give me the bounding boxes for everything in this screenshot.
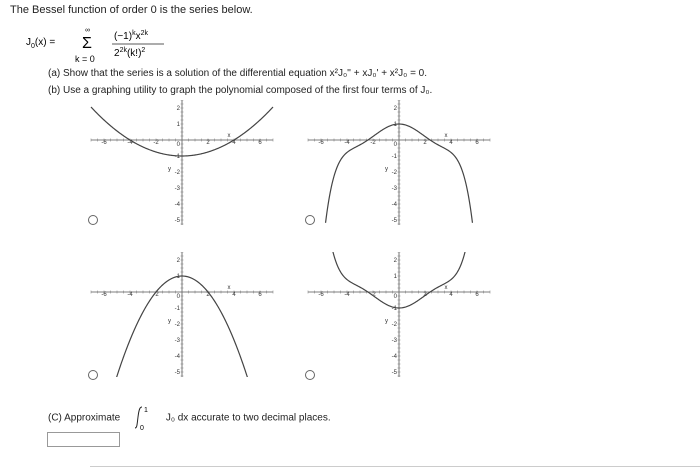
graph-option-d	[295, 252, 505, 377]
y-tick-label: -3	[391, 186, 397, 192]
formula-den-sup: 2k	[119, 47, 127, 54]
formula-num-x: x	[135, 31, 141, 42]
formula-num-sup-2k: 2k	[140, 30, 148, 37]
graph-option-c	[78, 252, 288, 377]
y-tick-label: 2	[176, 258, 180, 264]
formula-lhs-arg: (x) =	[34, 37, 56, 48]
x-tick-label: -6	[318, 140, 324, 146]
y-zero-label: 0	[176, 142, 180, 148]
x-tick-label: 6	[258, 292, 262, 298]
y-tick-label: -5	[174, 218, 180, 224]
formula-num-sup-k: k	[132, 30, 136, 37]
y-tick-label: -1	[174, 154, 180, 160]
x-axis-label: x	[444, 285, 448, 291]
integral-upper: 1	[144, 407, 148, 414]
x-tick-label: 4	[449, 292, 453, 298]
y-tick-label: 1	[176, 274, 180, 280]
y-tick-label: 2	[393, 258, 397, 264]
formula-numerator: (−1)	[114, 31, 133, 42]
x-tick-label: -4	[127, 292, 133, 298]
radio-option-b[interactable]	[305, 215, 315, 225]
x-tick-label: 6	[475, 140, 479, 146]
part-c-text: (C) Approximate	[48, 412, 121, 424]
y-tick-label: -1	[174, 306, 180, 312]
x-tick-label: -6	[101, 292, 107, 298]
y-tick-label: -3	[174, 338, 180, 344]
y-tick-label: -2	[174, 170, 180, 176]
x-tick-label: -2	[153, 292, 159, 298]
part-a-equation: x²J₀'' + xJ₀' + x²J₀ = 0.	[329, 68, 428, 79]
formula-den-rest: (k!)	[126, 48, 142, 59]
formula-lhs: J	[26, 37, 31, 48]
y-zero-label: 0	[176, 294, 180, 300]
y-zero-label: 0	[393, 294, 397, 300]
x-tick-label: 4	[449, 140, 453, 146]
y-tick-label: 1	[393, 122, 397, 128]
part-c-integrand: J₀ dx	[165, 412, 189, 424]
y-tick-label: -1	[391, 154, 397, 160]
x-tick-label: -2	[153, 140, 159, 146]
y-tick-label: -3	[174, 186, 180, 192]
intro-text: The Bessel function of order 0 is the series below.	[10, 4, 253, 16]
y-tick-label: -4	[174, 202, 180, 208]
y-tick-label: -4	[174, 354, 180, 360]
graph-option-a	[78, 100, 288, 225]
x-tick-label: 4	[232, 140, 236, 146]
part-b	[48, 85, 432, 96]
svg-text:22k(k!)2	[114, 47, 145, 59]
radio-option-a[interactable]	[88, 215, 98, 225]
x-axis-label: x	[227, 285, 231, 291]
y-tick-label: -2	[391, 322, 397, 328]
answer-input[interactable]	[47, 432, 120, 447]
graph-option-b	[295, 100, 505, 225]
y-tick-label: -4	[391, 202, 397, 208]
part-b-text: (b) Use a graphing utility to graph the polynomial composed of the first four terms of	[48, 85, 418, 96]
y-axis-label: y	[168, 166, 171, 173]
y-tick-label: -5	[391, 218, 397, 224]
x-tick-label: -4	[344, 140, 350, 146]
x-tick-label: -2	[370, 140, 376, 146]
x-tick-label: 6	[258, 140, 262, 146]
radio-option-c[interactable]	[88, 370, 98, 380]
x-tick-label: -4	[127, 140, 133, 146]
x-tick-label: 2	[423, 140, 427, 146]
y-tick-label: -2	[174, 322, 180, 328]
x-axis-label: x	[444, 133, 448, 139]
part-b-func: J₀.	[420, 85, 433, 96]
divider	[90, 466, 700, 467]
x-tick-label: -6	[318, 292, 324, 298]
radio-option-d[interactable]	[305, 370, 315, 380]
integral-lower: 0	[140, 425, 144, 431]
y-tick-label: -4	[391, 354, 397, 360]
formula-den-sup2: 2	[141, 47, 146, 54]
x-tick-label: 2	[206, 140, 210, 146]
y-tick-label: 1	[393, 274, 397, 280]
x-tick-label: -4	[344, 292, 350, 298]
formula-lower-limit: k = 0	[75, 54, 95, 64]
x-tick-label: -2	[370, 292, 376, 298]
y-tick-label: -5	[174, 370, 180, 376]
formula-denominator: 2	[114, 48, 120, 59]
part-c	[48, 405, 331, 431]
y-axis-label: y	[168, 318, 171, 325]
svg-text:(−1)kx2k	[114, 30, 148, 42]
bessel-formula	[26, 24, 206, 66]
y-tick-label: 2	[393, 106, 397, 112]
y-axis-label: y	[385, 166, 388, 173]
y-axis-label: y	[385, 318, 388, 325]
part-c-suffix: accurate to two decimal places.	[191, 412, 331, 424]
svg-text:J0(x) =	[26, 37, 55, 50]
y-tick-label: -5	[391, 370, 397, 376]
y-tick-label: -1	[391, 306, 397, 312]
x-tick-label: -6	[101, 140, 107, 146]
y-zero-label: 0	[393, 142, 397, 148]
x-tick-label: 2	[206, 292, 210, 298]
formula-lhs-sub: 0	[31, 43, 35, 50]
integral-sign	[123, 405, 163, 431]
y-tick-label: -3	[391, 338, 397, 344]
part-a-text: (a) Show that the series is a solution of the differential equation	[48, 68, 327, 79]
formula-upper-limit: ∞	[85, 27, 90, 34]
x-tick-label: 2	[423, 292, 427, 298]
y-tick-label: 2	[176, 106, 180, 112]
x-tick-label: 4	[232, 292, 236, 298]
y-tick-label: -2	[391, 170, 397, 176]
y-tick-label: 1	[176, 122, 180, 128]
x-axis-label: x	[227, 133, 231, 139]
x-tick-label: 6	[475, 292, 479, 298]
formula-sigma: Σ	[82, 35, 92, 52]
part-a	[48, 68, 427, 79]
